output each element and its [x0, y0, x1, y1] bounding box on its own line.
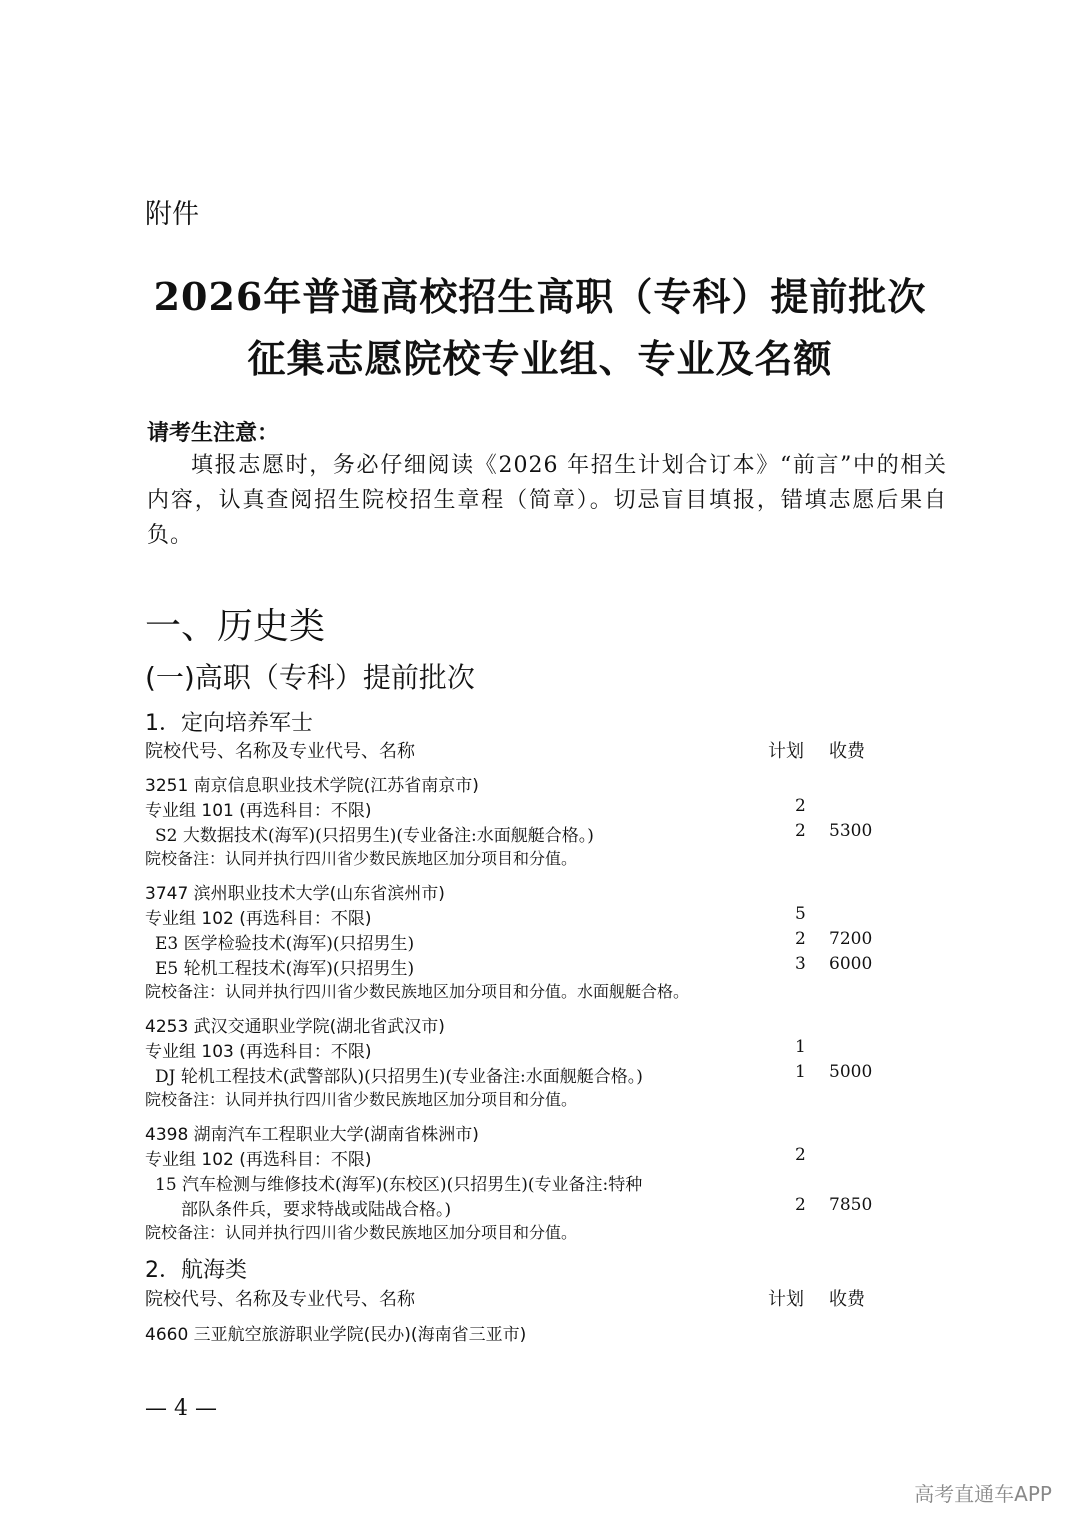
major-fee: 6000 [829, 954, 873, 974]
school-note: 院校备注：认同并执行四川省少数民族地区加分项目和分值。水面舰艇合格。 [145, 982, 690, 1001]
major-plan: 2 [795, 821, 806, 841]
watermark: 高考直通车APP [914, 1482, 1052, 1506]
notice-body: 填报志愿时，务必仔细阅读《2026 年招生计划合订本》“前言”中的相关内容，认真查阅招生院校招生章程（简章）。切忌盲目填报，错填志愿后果自负。 [147, 453, 947, 548]
column-header-name: 院校代号、名称及专业代号、名称 [145, 1289, 415, 1310]
attachment-label: 附件 [145, 199, 199, 230]
major-row: E3 医学检验技术(海军)(只招男生) [155, 934, 415, 954]
category-military-heading: 1．定向培养军士 [145, 711, 313, 736]
major-group: 专业组 101 (再选科目：不限) [145, 801, 372, 821]
column-header-name: 院校代号、名称及专业代号、名称 [145, 741, 415, 762]
school-note: 院校备注：认同并执行四川省少数民族地区加分项目和分值。 [145, 849, 578, 868]
major-fee: 5000 [829, 1062, 873, 1082]
school-name: 3251 南京信息职业技术学院(江苏省南京市) [145, 776, 479, 796]
group-plan: 5 [795, 904, 806, 924]
column-header-plan: 计划 [768, 1289, 804, 1310]
major-row: DJ 轮机工程技术(武警部队)(只招男生)(专业备注:水面舰艇合格。) [155, 1067, 643, 1087]
major-row: S2 大数据技术(海军)(只招男生)(专业备注:水面舰艇合格。) [155, 826, 594, 846]
school-note: 院校备注：认同并执行四川省少数民族地区加分项目和分值。 [145, 1090, 578, 1109]
group-plan: 2 [795, 796, 806, 816]
school-name: 3747 滨州职业技术大学(山东省滨州市) [145, 884, 445, 904]
major-row-continuation: 部队条件兵，要求特战或陆战合格。) [181, 1200, 452, 1220]
school-name: 4253 武汉交通职业学院(湖北省武汉市) [145, 1017, 445, 1037]
column-header-plan: 计划 [768, 741, 804, 762]
school-name: 4398 湖南汽车工程职业大学(湖南省株洲市) [145, 1125, 479, 1145]
major-fee: 5300 [829, 821, 873, 841]
page-title-line2: 征集志愿院校专业组、专业及名额 [247, 336, 833, 381]
page-title-line1: 2026年普通高校招生高职（专科）提前批次 [153, 274, 927, 319]
major-plan: 1 [795, 1062, 806, 1082]
major-row: 15 汽车检测与维修技术(海军)(东校区)(只招男生)(专业备注:特种 [155, 1175, 643, 1195]
major-group: 专业组 103 (再选科目：不限) [145, 1042, 372, 1062]
major-group: 专业组 102 (再选科目：不限) [145, 909, 372, 929]
section-history-subheading: (一)高职（专科）提前批次 [145, 661, 475, 694]
section-history-heading: 一、历史类 [145, 606, 326, 647]
group-plan: 2 [795, 1145, 806, 1165]
group-plan: 1 [795, 1037, 806, 1057]
major-plan: 2 [795, 929, 806, 949]
notice-heading: 请考生注意： [147, 420, 280, 446]
major-plan: 2 [795, 1195, 806, 1215]
category-navigation-heading: 2．航海类 [145, 1258, 247, 1283]
major-group: 专业组 102 (再选科目：不限) [145, 1150, 372, 1170]
major-plan: 3 [795, 954, 806, 974]
column-header-fee: 收费 [829, 1289, 865, 1310]
column-header-fee: 收费 [829, 741, 865, 762]
major-fee: 7200 [829, 929, 873, 949]
school-name: 4660 三亚航空旅游职业学院(民办)(海南省三亚市) [145, 1325, 527, 1345]
major-row: E5 轮机工程技术(海军)(只招男生) [155, 959, 415, 979]
school-note: 院校备注：认同并执行四川省少数民族地区加分项目和分值。 [145, 1223, 578, 1242]
page-number: — 4 — [145, 1396, 217, 1421]
major-fee: 7850 [829, 1195, 873, 1215]
